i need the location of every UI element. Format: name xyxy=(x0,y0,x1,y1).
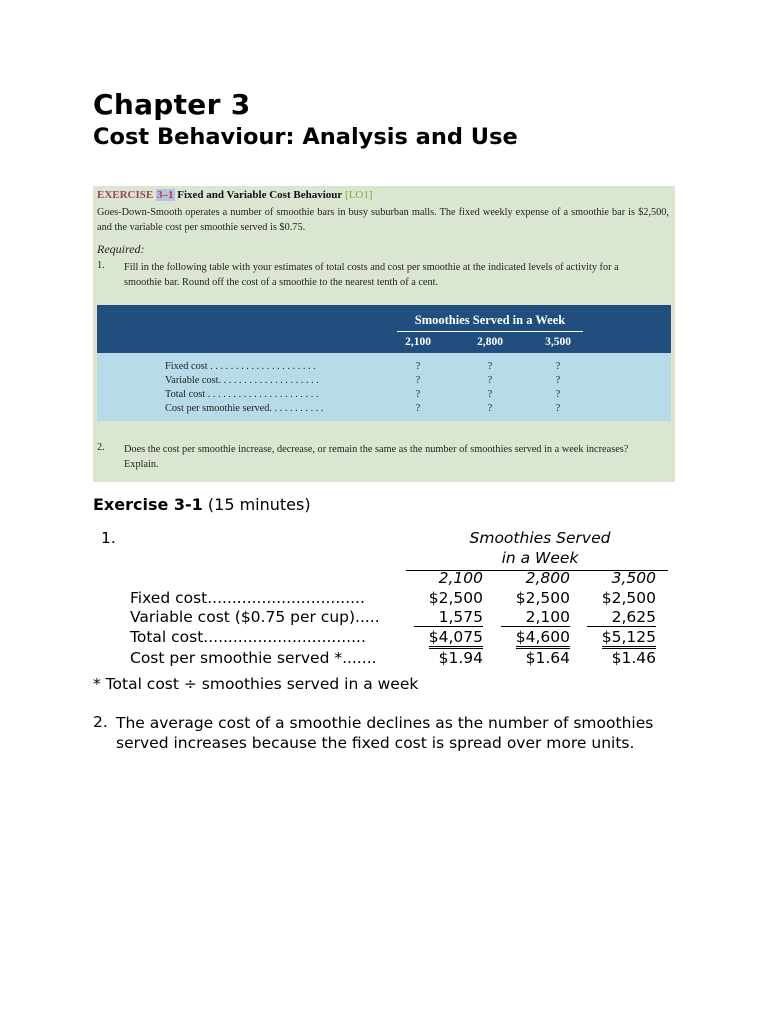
solution-cell xyxy=(403,608,483,627)
requirement-2-number: 2. xyxy=(97,442,105,453)
solution-cell: $2,500 xyxy=(428,589,483,607)
required-label: Required: xyxy=(97,242,145,256)
solution-cell-value: $4,075 xyxy=(429,629,483,649)
exercise-row-label: Cost per smoothie served. . . . . . . . . . . xyxy=(165,403,324,414)
solution-cell: $1.94 xyxy=(438,649,483,667)
solution-cell xyxy=(490,628,570,649)
solution-row-label: Variable cost ($0.75 per cup)..... xyxy=(130,608,380,626)
solution-cell-value: $5,125 xyxy=(602,629,656,649)
exercise-cell: ? xyxy=(555,389,561,400)
solution-caption-line-2: in a Week xyxy=(501,549,579,567)
requirement-1-number: 1. xyxy=(97,260,105,271)
solution-cell-value: 1,575 xyxy=(414,608,483,627)
solution-col-2100: 2,100 xyxy=(438,569,483,587)
exercise-cell: ? xyxy=(415,361,421,372)
solution-heading-time: (15 minutes) xyxy=(207,495,311,514)
learning-objective: [LO1] xyxy=(345,189,373,201)
exercise-row-label: Fixed cost . . . . . . . . . . . . . . . . . . . . . xyxy=(165,361,316,372)
requirement-1-text: Fill in the following table with your estimates of total costs and cost per smoothie at the indicated levels of activity for a smoothie bar. Round off the cost of a smoothie to the nearest tenth of a cent. xyxy=(124,262,619,288)
exercise-table-header xyxy=(97,305,671,353)
solution-cell: $1.46 xyxy=(611,649,656,667)
exercise-panel xyxy=(93,186,675,482)
solution-row-label: Fixed cost................................ xyxy=(130,589,365,607)
exercise-heading xyxy=(97,189,373,201)
exercise-table-rule xyxy=(397,331,583,332)
exercise-title: Fixed and Variable Cost Behaviour xyxy=(177,189,343,201)
solution-col-2800: 2,800 xyxy=(525,569,570,587)
solution-caption-line-1: Smoothies Served xyxy=(469,529,611,547)
exercise-row-label: Variable cost. . . . . . . . . . . . . . . . . . . . xyxy=(165,375,319,386)
exercise-cell: ? xyxy=(487,403,493,414)
solution-col-3500: 3,500 xyxy=(611,569,656,587)
exercise-col-2100: 2,100 xyxy=(405,336,431,348)
solution-answer-2: The average cost of a smoothie declines as the number of smoothies served increases because the fixed cost is spread over more units. xyxy=(116,714,654,752)
solution-cell xyxy=(576,628,656,649)
exercise-row-label: Total cost . . . . . . . . . . . . . . . . . . . . . . xyxy=(165,389,319,400)
exercise-cell: ? xyxy=(415,389,421,400)
solution-cell: $1.64 xyxy=(525,649,570,667)
exercise-cell: ? xyxy=(487,361,493,372)
solution-cell xyxy=(490,608,570,627)
solution-cell-value: $4,600 xyxy=(516,629,570,649)
solution-heading xyxy=(93,495,311,514)
solution-cell xyxy=(576,608,656,627)
exercise-cell: ? xyxy=(415,403,421,414)
solution-cell xyxy=(403,628,483,649)
chapter-heading: Chapter 3 xyxy=(93,88,251,121)
solution-item-1-number: 1. xyxy=(101,529,116,547)
exercise-col-2800: 2,800 xyxy=(477,336,503,348)
exercise-cell: ? xyxy=(487,375,493,386)
exercise-cell: ? xyxy=(555,375,561,386)
exercise-label: EXERCISE xyxy=(97,189,154,201)
exercise-table-body xyxy=(97,353,671,421)
exercise-cell: ? xyxy=(487,389,493,400)
solution-footnote: * Total cost ÷ smoothies served in a week xyxy=(93,675,419,693)
exercise-col-3500: 3,500 xyxy=(545,336,571,348)
exercise-table-title: Smoothies Served in a Week xyxy=(414,313,566,327)
chapter-subtitle: Cost Behaviour: Analysis and Use xyxy=(93,124,518,150)
solution-cell-value: 2,625 xyxy=(587,608,656,627)
solution-cell: $2,500 xyxy=(515,589,570,607)
solution-cell: $2,500 xyxy=(601,589,656,607)
requirement-2-text: Does the cost per smoothie increase, decrease, or remain the same as the number of smoothies served in a week increases? Explain. xyxy=(124,444,629,470)
exercise-cell: ? xyxy=(555,361,561,372)
exercise-cell: ? xyxy=(555,403,561,414)
solution-cell-value: 2,100 xyxy=(501,608,570,627)
solution-row-label: Total cost................................. xyxy=(130,628,366,646)
exercise-intro: Goes-Down-Smooth operates a number of smoothie bars in busy suburban malls. The fixed weekly expense of a smoothie bar is $2,500, and the variable cost per smoothie served is $0.75. xyxy=(97,207,669,233)
solution-row-label: Cost per smoothie served *....... xyxy=(130,649,377,667)
exercise-number: 3–1 xyxy=(157,189,174,201)
solution-item-2-number: 2. xyxy=(93,713,108,731)
exercise-cell: ? xyxy=(415,375,421,386)
solution-heading-title: Exercise 3-1 xyxy=(93,495,203,514)
